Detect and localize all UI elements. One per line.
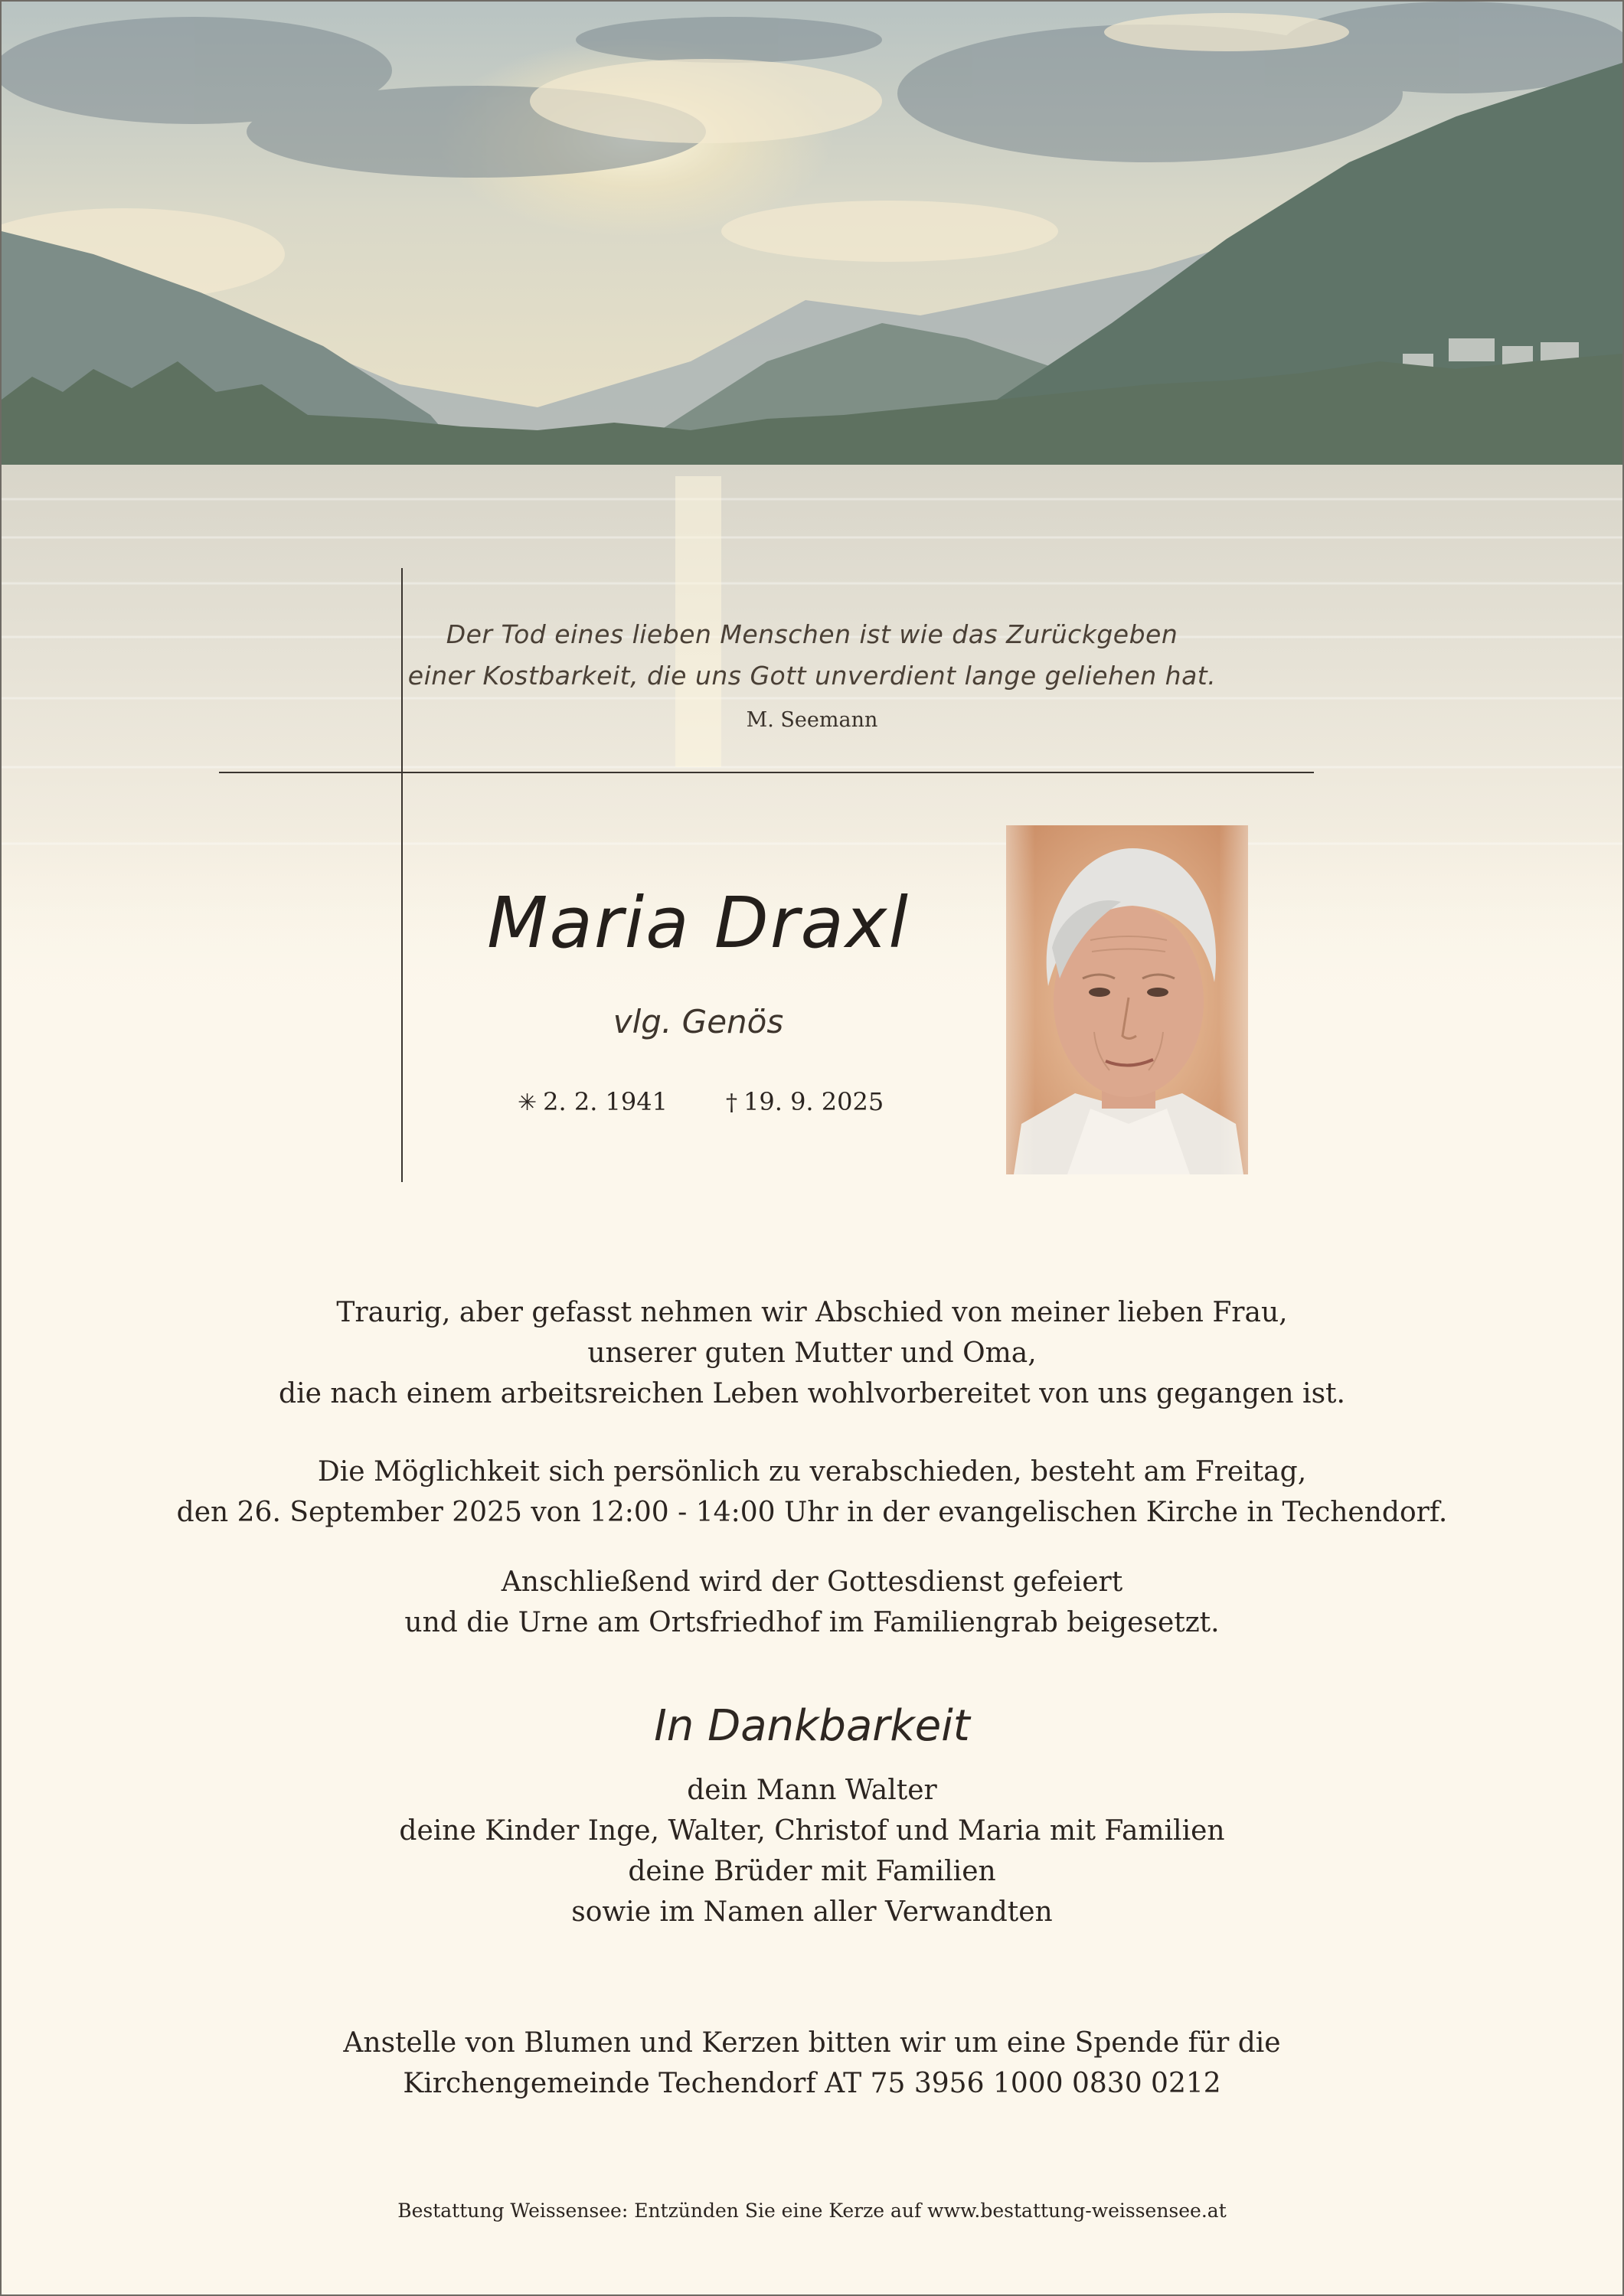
- mourner-line: deine Brüder mit Familien: [628, 1856, 996, 1887]
- mourner-line: sowie im Namen aller Verwandten: [571, 1896, 1053, 1928]
- text-line: Anstelle von Blumen und Kerzen bitten wir um eine Spende für die: [343, 2027, 1281, 2059]
- birth-date-text: 2. 2. 1941: [543, 1087, 668, 1116]
- text-line: Kirchengemeinde Techendorf AT 75 3956 1000 0830 0212: [403, 2068, 1221, 2099]
- memorial-quote: [221, 614, 1403, 697]
- death-date-text: 19. 9. 2025: [743, 1087, 884, 1116]
- footer-note: Bestattung Weissensee: Entzünden Sie eine Kerze auf www.bestattung-weissensee.at: [397, 2200, 1227, 2222]
- cross-horizontal-bar: [219, 772, 1314, 773]
- quote-line: einer Kostbarkeit, die uns Gott unverdient lange geliehen hat.: [407, 661, 1217, 691]
- thanks-heading: In Dankbarkeit: [654, 1701, 970, 1751]
- text-line: Anschließend wird der Gottesdienst gefeiert: [501, 1566, 1123, 1598]
- lake-landscape-image: [2, 2, 1622, 1020]
- text-line: und die Urne am Ortsfriedhof im Familiengrab beigesetzt.: [404, 1607, 1220, 1638]
- text-line: unserer guten Mutter und Oma,: [587, 1337, 1037, 1369]
- birth-star-icon: ✳: [518, 1089, 538, 1116]
- cross-vertical-bar: [401, 568, 403, 1182]
- portrait-photo: [1006, 825, 1248, 1174]
- deceased-nickname: vlg. Genös: [613, 1003, 784, 1040]
- text-line: den 26. September 2025 von 12:00 - 14:00 Uhr in der evangelischen Kirche in Techendorf.: [176, 1497, 1448, 1528]
- birth-date: [518, 1087, 668, 1116]
- service-text: [78, 1562, 1546, 1643]
- announcement-text: [78, 1292, 1546, 1414]
- death-cross-icon: †: [726, 1089, 737, 1116]
- text-line: Die Möglichkeit sich persönlich zu verabschieden, besteht am Freitag,: [317, 1456, 1307, 1488]
- mourner-line: deine Kinder Inge, Walter, Christof und Maria mit Familien: [399, 1815, 1225, 1847]
- mourners-list: [78, 1770, 1546, 1932]
- donation-text: [78, 2023, 1546, 2104]
- quote-author: M. Seemann: [746, 708, 878, 732]
- text-line: die nach einem arbeitsreichen Leben wohlvorbereitet von uns gegangen ist.: [279, 1378, 1345, 1409]
- mourner-line: dein Mann Walter: [687, 1775, 937, 1806]
- death-date: [726, 1087, 884, 1116]
- farewell-text: [78, 1452, 1546, 1533]
- text-line: Traurig, aber gefasst nehmen wir Abschied von meiner lieben Frau,: [336, 1297, 1288, 1328]
- quote-line: Der Tod eines lieben Menschen ist wie das Zurückgeben: [446, 619, 1178, 649]
- deceased-name: Maria Draxl: [487, 882, 910, 964]
